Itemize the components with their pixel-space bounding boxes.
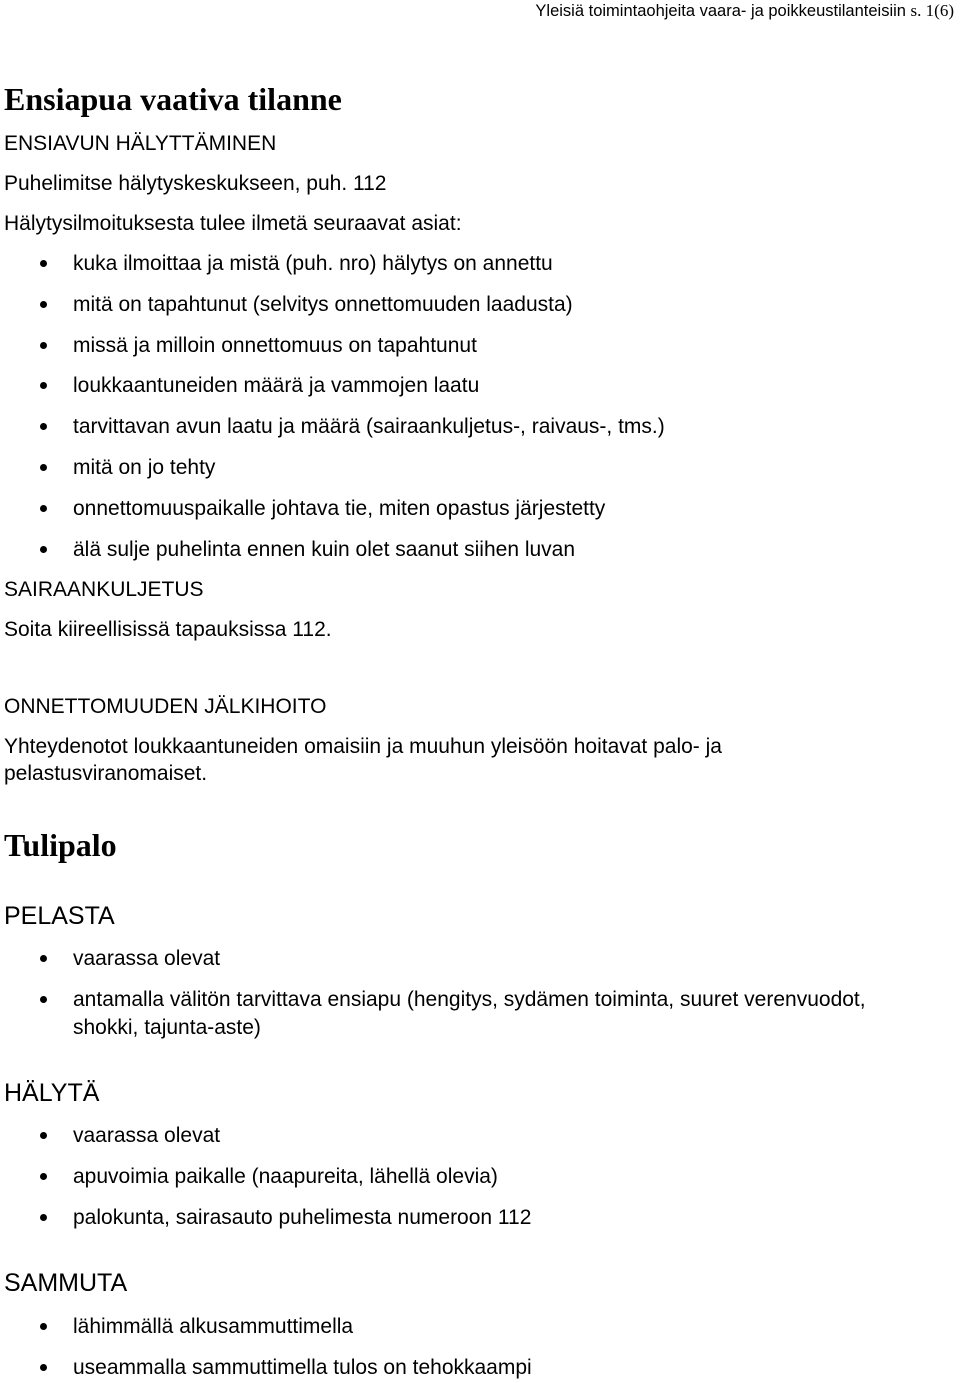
list-item: loukkaantuneiden määrä ja vammojen laatu [0,373,960,399]
bullet-icon [40,1323,47,1330]
paragraph-sairaankuljetus: Soita kiireellisissä tapauksissa 112. [4,618,332,641]
list-item: antamalla välitön tarvittava ensiapu (hengitys, sydämen toiminta, suuret verenvuodot, shokki, tajunta-aste) [0,987,960,1043]
bullet-icon [40,996,47,1003]
paragraph-jalkihoito-line1: Yhteydenotot loukkaantuneiden omaisiin ja muuhun yleisöön hoitavat palo- ja [4,735,722,758]
bullet-icon [40,464,47,471]
bullet-icon [40,260,47,267]
bullet-icon [40,1214,47,1221]
subheading-ensiavun-halyttaminen: ENSIAVUN HÄLYTTÄMINEN [4,132,277,155]
subheading-sammuta: SAMMUTA [4,1269,128,1297]
subheading-halyta: HÄLYTÄ [4,1079,100,1107]
subheading-sairaankuljetus: SAIRAANKULJETUS [4,578,204,601]
list-item: apuvoimia paikalle (naapureita, lähellä olevia) [0,1164,960,1190]
section-title-ensiapu: Ensiapua vaativa tilanne [4,81,342,117]
list-item: onnettomuuspaikalle johtava tie, miten opastus järjestetty [0,496,960,522]
list-item: älä sulje puhelinta ennen kuin olet saanut siihen luvan [0,537,960,563]
list-item: vaarassa olevat [0,946,960,972]
bullet-icon [40,423,47,430]
page-header [535,0,954,22]
header-title: Yleisiä toimintaohjeita vaara- ja poikkeustilanteisiin [535,2,906,20]
list-item: kuka ilmoittaa ja mistä (puh. nro) hälytys on annettu [0,251,960,277]
bullet-icon [40,301,47,308]
page-number: s. 1(6) [910,1,954,20]
bullet-icon [40,546,47,553]
list-item: mitä on tapahtunut (selvitys onnettomuuden laadusta) [0,292,960,318]
bullet-icon [40,1364,47,1371]
list-item: mitä on jo tehty [0,455,960,481]
list-item: palokunta, sairasauto puhelimesta numeroon 112 [0,1205,960,1231]
list-item: missä ja milloin onnettomuus on tapahtunut [0,333,960,359]
list-item: lähimmällä alkusammuttimella [0,1314,960,1340]
bullet-icon [40,955,47,962]
bullet-icon [40,1132,47,1139]
list-item: tarvittavan avun laatu ja määrä (sairaankuljetus-, raivaus-, tms.) [0,414,960,440]
bullet-icon [40,382,47,389]
bullet-icon [40,342,47,349]
list-item: vaarassa olevat [0,1123,960,1149]
bullet-icon [40,1173,47,1180]
paragraph-jalkihoito-line2: pelastusviranomaiset. [4,762,208,785]
paragraph-intro: Hälytysilmoituksesta tulee ilmetä seuraavat asiat: [4,212,462,235]
bullet-icon [40,505,47,512]
paragraph-phone: Puhelimitse hälytyskeskukseen, puh. 112 [4,172,387,195]
subheading-jalkihoito: ONNETTOMUUDEN JÄLKIHOITO [4,695,327,718]
section-title-tulipalo: Tulipalo [4,827,117,863]
subheading-pelasta: PELASTA [4,902,115,930]
list-item: useammalla sammuttimella tulos on tehokkaampi [0,1355,960,1381]
